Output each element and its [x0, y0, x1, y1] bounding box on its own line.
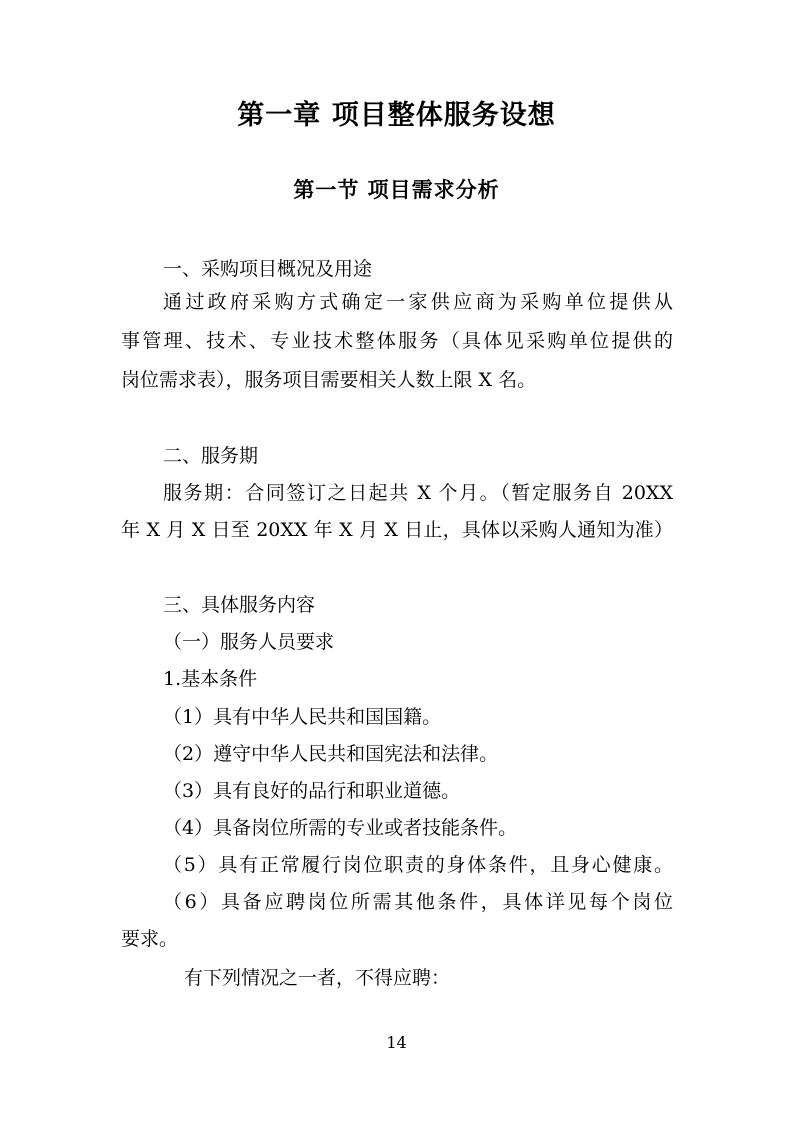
paragraph-line: 服务期：合同签订之日起共 X 个月。（暂定服务自 20XX: [163, 482, 673, 504]
paragraph-line: 通过政府采购方式确定一家供应商为采购单位提供从: [163, 291, 673, 313]
list-item: （3）具有良好的品行和职业道德。: [163, 780, 461, 802]
list-item-continuation: 要求。: [121, 928, 179, 950]
heading-procurement-overview: 一、采购项目概况及用途: [163, 258, 373, 280]
page-number: 14: [386, 1033, 407, 1052]
paragraph-line: 岗位需求表），服务项目需要相关人数上限 X 名。: [121, 369, 537, 391]
list-item: （1）具有中华人民共和国国籍。: [163, 706, 442, 728]
subheading-staff-requirements: （一）服务人员要求: [163, 631, 335, 653]
paragraph-line: 事管理、技术、专业技术整体服务（具体见采购单位提供的: [121, 330, 673, 352]
list-item: （6）具备应聘岗位所需其他条件，具体详见每个岗位: [163, 891, 673, 913]
section-title: 第一节 项目需求分析: [293, 177, 500, 202]
chapter-title: 第一章 项目整体服务设想: [237, 100, 556, 131]
subheading-basic-conditions: 1.基本条件: [163, 668, 258, 690]
paragraph-line: 有下列情况之一者，不得应聘：: [184, 967, 451, 989]
heading-service-period: 二、服务期: [163, 445, 259, 467]
paragraph-line: 年 X 月 X 日至 20XX 年 X 月 X 日止，具体以采购人通知为准）: [121, 519, 673, 541]
list-item: （2）遵守中华人民共和国宪法和法律。: [163, 743, 499, 765]
list-item: （5）具有正常履行岗位职责的身体条件，且身心健康。: [163, 854, 673, 876]
heading-service-content: 三、具体服务内容: [163, 594, 316, 616]
list-item: （4）具备岗位所需的专业或者技能条件。: [163, 817, 518, 839]
